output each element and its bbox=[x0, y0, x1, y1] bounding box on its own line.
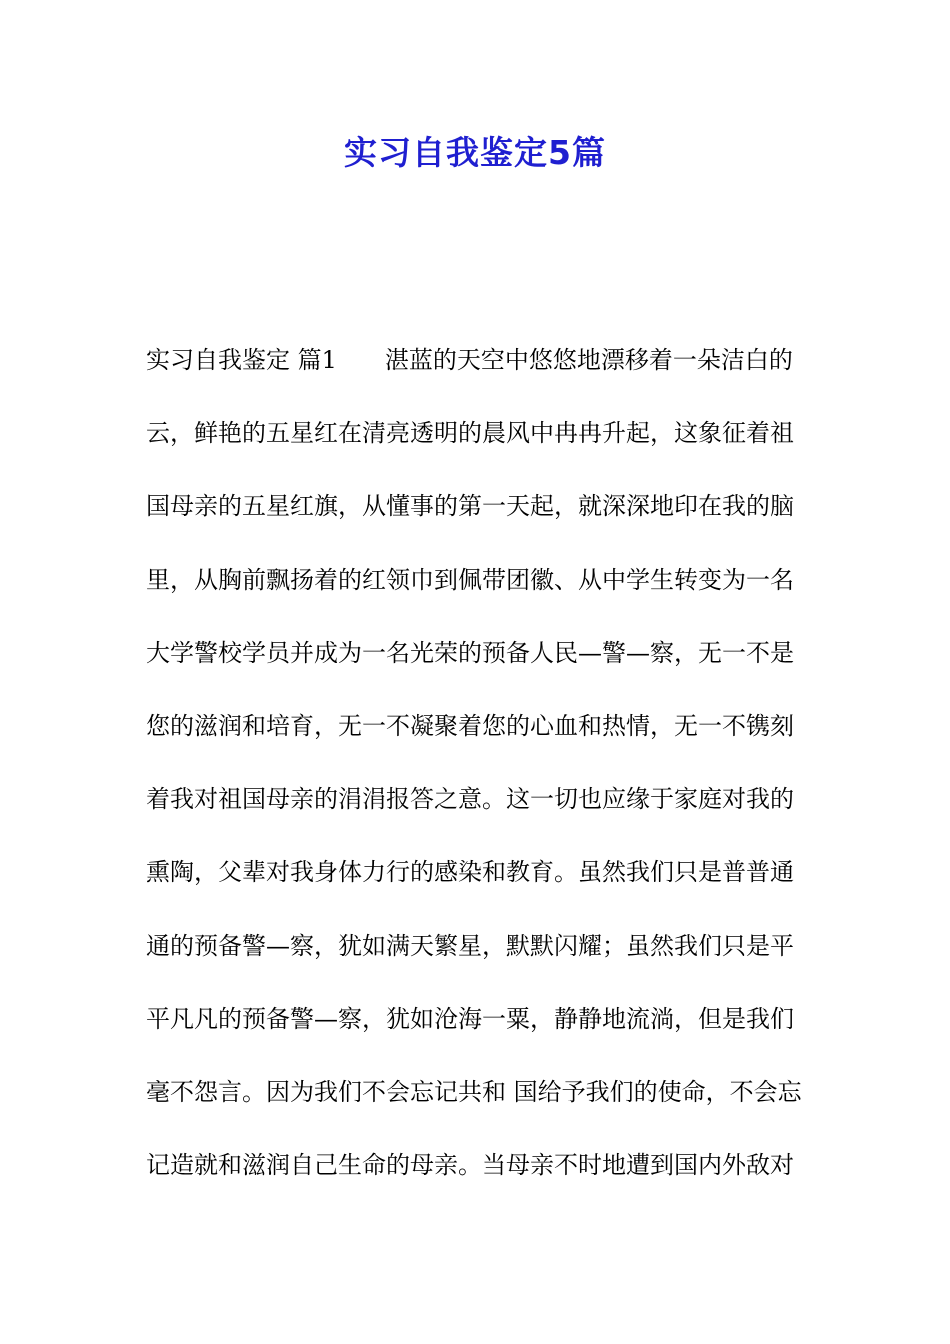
text-line: 实习自我鉴定 篇1 湛蓝的天空中悠悠地漂移着一朵洁白的 bbox=[146, 346, 793, 374]
text-line: 着我对祖国母亲的涓涓报答之意。这一切也应缘于家庭对我的 bbox=[146, 785, 794, 814]
text-line: 熏陶，父辈对我身体力行的感染和教育。虽然我们只是普普通 bbox=[146, 858, 794, 887]
text-line: 平凡凡的预备警—察，犹如沧海一粟，静静地流淌，但是我们 bbox=[146, 1004, 794, 1033]
text-line: 大学警校学员并成为一名光荣的预备人民—警—察，无一不是 bbox=[146, 638, 794, 667]
page-title: 实习自我鉴定5篇 bbox=[344, 133, 606, 172]
body-text bbox=[146, 338, 811, 1216]
text-line: 国母亲的五星红旗，从懂事的第一天起，就深深地印在我的脑 bbox=[146, 492, 794, 521]
text-line: 记造就和滋润自己生命的母亲。当母亲不时地遭到国内外敌对 bbox=[146, 1151, 794, 1180]
text-line: 您的滋润和培育，无一不凝聚着您的心血和热情，无一不镌刻 bbox=[146, 711, 794, 740]
text-line: 通的预备警—察，犹如满天繁星，默默闪耀；虽然我们只是平 bbox=[146, 931, 794, 960]
text-line: 毫不怨言。因为我们不会忘记共和 国给予我们的使命，不会忘 bbox=[146, 1077, 802, 1106]
text-line: 里，从胸前飘扬着的红领巾到佩带团徽、从中学生转变为一名 bbox=[146, 565, 794, 594]
text-line: 云，鲜艳的五星红在清亮透明的晨风中冉冉升起，这象征着祖 bbox=[146, 419, 794, 448]
